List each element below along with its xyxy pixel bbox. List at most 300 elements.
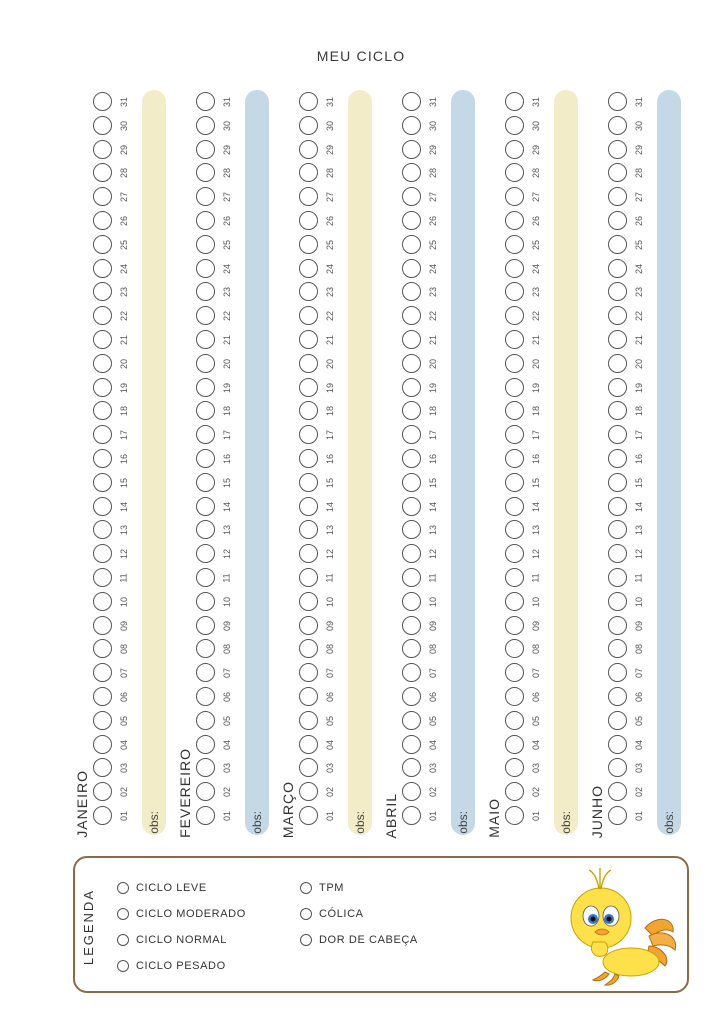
day-circle[interactable] (93, 259, 112, 278)
day-number (323, 448, 337, 470)
day-circles (299, 88, 321, 838)
day-circle[interactable] (299, 378, 318, 397)
day-circle[interactable] (608, 235, 627, 254)
day-circle[interactable] (505, 306, 524, 325)
day-circle[interactable] (505, 235, 524, 254)
day-circle[interactable] (93, 140, 112, 159)
day-circle[interactable] (608, 735, 627, 754)
day-circle[interactable] (608, 163, 627, 182)
day-circle[interactable] (93, 449, 112, 468)
day-circle[interactable] (505, 544, 524, 563)
day-circle[interactable] (93, 235, 112, 254)
day-number-text: 15 (633, 477, 644, 488)
day-circle[interactable] (608, 92, 627, 111)
day-number (529, 472, 543, 494)
day-circle[interactable] (608, 568, 627, 587)
day-circle[interactable] (299, 663, 318, 682)
day-circle[interactable] (93, 92, 112, 111)
day-circle[interactable] (196, 687, 215, 706)
day-number (426, 519, 440, 541)
day-circle[interactable] (299, 449, 318, 468)
day-number (323, 496, 337, 518)
day-number-text: 28 (118, 168, 129, 179)
day-number-text: 30 (633, 120, 644, 131)
day-circle[interactable] (299, 306, 318, 325)
day-number (117, 162, 131, 184)
day-circle[interactable] (402, 187, 421, 206)
day-circle[interactable] (608, 211, 627, 230)
day-circle[interactable] (93, 330, 112, 349)
day-number-text: 18 (427, 406, 438, 417)
day-number (529, 591, 543, 613)
day-circle[interactable] (608, 520, 627, 539)
day-number-text: 17 (118, 430, 129, 441)
day-circle[interactable] (93, 782, 112, 801)
day-circle[interactable] (402, 616, 421, 635)
day-circle[interactable] (608, 806, 627, 825)
day-number (117, 734, 131, 756)
day-number (220, 781, 234, 803)
day-circle[interactable] (299, 425, 318, 444)
day-number-text: 09 (427, 620, 438, 631)
day-circle[interactable] (402, 687, 421, 706)
day-circle[interactable] (608, 187, 627, 206)
day-circle[interactable] (402, 497, 421, 516)
day-circle[interactable] (402, 378, 421, 397)
day-circle[interactable] (402, 259, 421, 278)
day-circle[interactable] (93, 616, 112, 635)
obs-field[interactable] (451, 90, 475, 835)
day-circle[interactable] (93, 663, 112, 682)
day-number (323, 567, 337, 589)
day-number-text: 27 (221, 192, 232, 203)
day-circle[interactable] (402, 711, 421, 730)
day-circle[interactable] (505, 663, 524, 682)
day-circle[interactable] (402, 116, 421, 135)
day-circle[interactable] (505, 282, 524, 301)
day-circle[interactable] (299, 187, 318, 206)
day-number (632, 686, 646, 708)
day-circle[interactable] (196, 735, 215, 754)
day-number-text: 15 (530, 477, 541, 488)
day-number (632, 115, 646, 137)
day-number-text: 08 (427, 644, 438, 655)
day-circle[interactable] (196, 163, 215, 182)
day-circle[interactable] (299, 568, 318, 587)
day-circle[interactable] (93, 163, 112, 182)
day-circle[interactable] (608, 116, 627, 135)
day-circle[interactable] (402, 782, 421, 801)
day-circle[interactable] (505, 378, 524, 397)
day-circle[interactable] (196, 544, 215, 563)
day-number-text: 14 (324, 501, 335, 512)
day-circle[interactable] (608, 758, 627, 777)
day-circle[interactable] (505, 758, 524, 777)
day-circle[interactable] (299, 473, 318, 492)
day-circle[interactable] (196, 497, 215, 516)
day-number-text: 24 (221, 263, 232, 274)
day-number-text: 13 (118, 525, 129, 536)
day-number (220, 139, 234, 161)
day-circle[interactable] (608, 616, 627, 635)
day-circle[interactable] (608, 639, 627, 658)
day-circle[interactable] (402, 592, 421, 611)
day-circle[interactable] (505, 616, 524, 635)
day-number-text: 01 (324, 810, 335, 822)
obs-field[interactable] (657, 90, 681, 835)
day-number (323, 686, 337, 708)
day-number (426, 139, 440, 161)
day-number-text: 05 (118, 715, 129, 726)
day-number (632, 234, 646, 256)
day-circle[interactable] (93, 758, 112, 777)
day-circle[interactable] (299, 520, 318, 539)
foot (593, 972, 609, 981)
day-circle[interactable] (93, 425, 112, 444)
day-circle[interactable] (93, 568, 112, 587)
day-circle[interactable] (196, 758, 215, 777)
day-circle[interactable] (402, 163, 421, 182)
day-number (529, 234, 543, 256)
day-number (529, 710, 543, 732)
hand (591, 942, 607, 956)
day-circle[interactable] (299, 354, 318, 373)
obs-field[interactable] (554, 90, 578, 835)
day-circle[interactable] (93, 806, 112, 825)
day-circle[interactable] (196, 116, 215, 135)
day-circle[interactable] (196, 211, 215, 230)
day-circle[interactable] (299, 235, 318, 254)
day-circle[interactable] (608, 306, 627, 325)
day-number-text: 03 (221, 763, 232, 774)
day-circle[interactable] (299, 592, 318, 611)
day-circle[interactable] (608, 711, 627, 730)
day-number (426, 162, 440, 184)
day-circle[interactable] (93, 711, 112, 730)
day-number-text: 04 (324, 739, 335, 750)
day-circle[interactable] (93, 497, 112, 516)
day-number (529, 781, 543, 803)
day-circle[interactable] (196, 592, 215, 611)
day-circle[interactable] (402, 306, 421, 325)
day-circle[interactable] (196, 330, 215, 349)
day-circle[interactable] (505, 330, 524, 349)
legend-item-ciclo-normal[interactable] (117, 934, 227, 946)
day-number (632, 400, 646, 422)
day-number (323, 519, 337, 541)
obs-field[interactable] (348, 90, 372, 835)
day-circle[interactable] (608, 259, 627, 278)
day-circle[interactable] (505, 116, 524, 135)
day-number-text: 08 (633, 644, 644, 655)
day-number-text: 27 (324, 192, 335, 203)
day-number-text: 26 (221, 215, 232, 227)
day-circle[interactable] (402, 354, 421, 373)
day-circle[interactable] (505, 735, 524, 754)
day-circle[interactable] (299, 92, 318, 111)
day-number-text: 07 (633, 668, 644, 679)
day-number-text: 06 (427, 691, 438, 703)
day-number (220, 591, 234, 613)
day-number-text: 21 (633, 334, 644, 346)
legend-circle-icon (117, 934, 129, 946)
day-number (323, 91, 337, 113)
day-number-text: 15 (324, 477, 335, 488)
day-circle[interactable] (402, 92, 421, 111)
day-number (117, 638, 131, 660)
day-circle[interactable] (196, 259, 215, 278)
day-number (426, 281, 440, 303)
day-circle[interactable] (402, 806, 421, 825)
day-circle[interactable] (608, 544, 627, 563)
day-number (426, 662, 440, 684)
day-circle[interactable] (608, 330, 627, 349)
day-circle[interactable] (505, 687, 524, 706)
day-circle[interactable] (402, 401, 421, 420)
day-circle[interactable] (93, 401, 112, 420)
day-circle[interactable] (608, 449, 627, 468)
day-number (426, 186, 440, 208)
day-number (220, 638, 234, 660)
day-circle[interactable] (505, 187, 524, 206)
day-number-text: 22 (530, 311, 541, 322)
day-circle[interactable] (299, 401, 318, 420)
day-circle[interactable] (196, 235, 215, 254)
day-circle[interactable] (608, 354, 627, 373)
day-circle[interactable] (402, 544, 421, 563)
day-circle[interactable] (402, 473, 421, 492)
day-circle[interactable] (608, 473, 627, 492)
day-circle[interactable] (402, 140, 421, 159)
day-number-text: 31 (633, 96, 644, 108)
day-circle[interactable] (505, 473, 524, 492)
day-circle[interactable] (93, 639, 112, 658)
day-number (117, 496, 131, 518)
day-number-text: 13 (221, 525, 232, 536)
day-number-text: 29 (427, 144, 438, 155)
day-circle[interactable] (196, 306, 215, 325)
day-circle[interactable] (608, 782, 627, 801)
day-circle[interactable] (93, 473, 112, 492)
day-number-text: 31 (324, 96, 335, 108)
obs-field[interactable] (142, 90, 166, 835)
day-circle[interactable] (505, 711, 524, 730)
day-circle[interactable] (402, 758, 421, 777)
day-number (117, 210, 131, 232)
day-number-text: 21 (118, 334, 129, 346)
day-circle[interactable] (505, 639, 524, 658)
day-number (117, 281, 131, 303)
day-number-text: 24 (427, 263, 438, 274)
day-number-text: 21 (530, 334, 541, 346)
day-number (529, 638, 543, 660)
day-circle[interactable] (402, 520, 421, 539)
day-circle[interactable] (299, 330, 318, 349)
day-circle[interactable] (402, 568, 421, 587)
day-circle[interactable] (608, 592, 627, 611)
day-circle[interactable] (608, 425, 627, 444)
day-circle[interactable] (505, 140, 524, 159)
day-circle[interactable] (196, 354, 215, 373)
day-circle[interactable] (505, 92, 524, 111)
day-circle[interactable] (299, 211, 318, 230)
day-number (117, 139, 131, 161)
day-circle[interactable] (93, 378, 112, 397)
day-circle[interactable] (505, 401, 524, 420)
day-circle[interactable] (299, 758, 318, 777)
day-circle[interactable] (608, 140, 627, 159)
day-circle[interactable] (299, 687, 318, 706)
day-circle[interactable] (196, 711, 215, 730)
day-circle[interactable] (505, 520, 524, 539)
day-circle[interactable] (299, 735, 318, 754)
day-circle[interactable] (299, 616, 318, 635)
day-number-text: 03 (427, 763, 438, 774)
legend-item-colica[interactable] (300, 908, 364, 920)
day-circle[interactable] (93, 592, 112, 611)
day-circle[interactable] (299, 140, 318, 159)
legend-item-ciclo-pesado[interactable] (117, 960, 226, 972)
day-circle[interactable] (299, 639, 318, 658)
day-number (220, 567, 234, 589)
day-circle[interactable] (299, 163, 318, 182)
day-circle[interactable] (196, 187, 215, 206)
day-circle[interactable] (608, 663, 627, 682)
legend-item-ciclo-moderado[interactable] (117, 908, 246, 920)
day-number-text: 29 (221, 144, 232, 155)
beak (595, 929, 609, 935)
day-circle[interactable] (196, 140, 215, 159)
legend-label: CICLO NORMAL (136, 934, 227, 946)
day-circle[interactable] (299, 544, 318, 563)
day-circle[interactable] (505, 425, 524, 444)
day-circle[interactable] (196, 520, 215, 539)
day-circle[interactable] (196, 449, 215, 468)
day-circle[interactable] (402, 235, 421, 254)
day-circle[interactable] (196, 806, 215, 825)
day-circle[interactable] (402, 639, 421, 658)
day-number (220, 448, 234, 470)
obs-label: obs: (250, 811, 264, 834)
day-circle[interactable] (93, 544, 112, 563)
day-number (117, 258, 131, 280)
day-circle[interactable] (196, 782, 215, 801)
day-number-text: 17 (221, 430, 232, 441)
day-circle[interactable] (505, 782, 524, 801)
day-circle[interactable] (299, 116, 318, 135)
day-circle[interactable] (196, 401, 215, 420)
day-number (426, 234, 440, 256)
day-circle[interactable] (608, 282, 627, 301)
day-number (117, 186, 131, 208)
day-circle[interactable] (196, 616, 215, 635)
day-number-text: 30 (427, 120, 438, 131)
obs-field[interactable] (245, 90, 269, 835)
day-number (529, 448, 543, 470)
day-number-text: 05 (324, 715, 335, 726)
day-number (323, 305, 337, 327)
day-circle[interactable] (505, 806, 524, 825)
day-circle[interactable] (299, 782, 318, 801)
day-circle[interactable] (93, 735, 112, 754)
day-circle[interactable] (196, 473, 215, 492)
day-circle[interactable] (93, 116, 112, 135)
day-circle[interactable] (402, 449, 421, 468)
day-circle[interactable] (608, 687, 627, 706)
day-circle[interactable] (505, 568, 524, 587)
day-circle[interactable] (93, 306, 112, 325)
day-number (220, 662, 234, 684)
day-circle[interactable] (505, 259, 524, 278)
day-circle[interactable] (402, 211, 421, 230)
day-circle[interactable] (608, 401, 627, 420)
day-number (117, 377, 131, 399)
day-number-text: 17 (633, 430, 644, 441)
day-circle[interactable] (505, 163, 524, 182)
day-circle[interactable] (505, 497, 524, 516)
day-circle[interactable] (299, 259, 318, 278)
day-circle[interactable] (93, 282, 112, 301)
day-circle[interactable] (505, 211, 524, 230)
legend-circle-icon (117, 908, 129, 920)
day-circle[interactable] (93, 354, 112, 373)
day-circle[interactable] (299, 282, 318, 301)
day-number-text: 01 (427, 810, 438, 822)
day-number-text: 05 (427, 715, 438, 726)
day-circle[interactable] (299, 497, 318, 516)
day-number-text: 26 (530, 215, 541, 227)
day-circle[interactable] (299, 806, 318, 825)
day-circle[interactable] (196, 282, 215, 301)
day-number (529, 186, 543, 208)
day-circle[interactable] (505, 449, 524, 468)
day-circle[interactable] (196, 639, 215, 658)
day-circle[interactable] (196, 425, 215, 444)
day-circle[interactable] (402, 663, 421, 682)
day-number-text: 22 (221, 311, 232, 322)
day-circle[interactable] (505, 592, 524, 611)
day-number-text: 11 (325, 573, 335, 583)
day-circle[interactable] (402, 735, 421, 754)
day-number-text: 18 (118, 406, 129, 417)
day-circle[interactable] (196, 568, 215, 587)
day-circle[interactable] (402, 282, 421, 301)
day-circle[interactable] (505, 354, 524, 373)
day-circle[interactable] (402, 330, 421, 349)
day-number-text: 12 (118, 549, 129, 560)
day-circle[interactable] (608, 497, 627, 516)
day-circle[interactable] (402, 425, 421, 444)
legend-item-tpm[interactable] (300, 882, 344, 894)
day-circle[interactable] (93, 187, 112, 206)
day-number (220, 186, 234, 208)
day-circle[interactable] (608, 378, 627, 397)
day-number-text: 04 (221, 739, 232, 750)
day-circle[interactable] (93, 520, 112, 539)
day-number-text: 22 (118, 311, 129, 322)
day-circle[interactable] (196, 663, 215, 682)
day-number (117, 757, 131, 779)
day-circle[interactable] (196, 378, 215, 397)
day-number (426, 638, 440, 660)
month-column (482, 88, 582, 838)
day-circle[interactable] (93, 687, 112, 706)
day-circle[interactable] (196, 92, 215, 111)
legend-item-ciclo-leve[interactable] (117, 882, 207, 894)
day-circle[interactable] (299, 711, 318, 730)
legend-item-dor-de-cabeca[interactable] (300, 934, 418, 946)
day-circle[interactable] (93, 211, 112, 230)
